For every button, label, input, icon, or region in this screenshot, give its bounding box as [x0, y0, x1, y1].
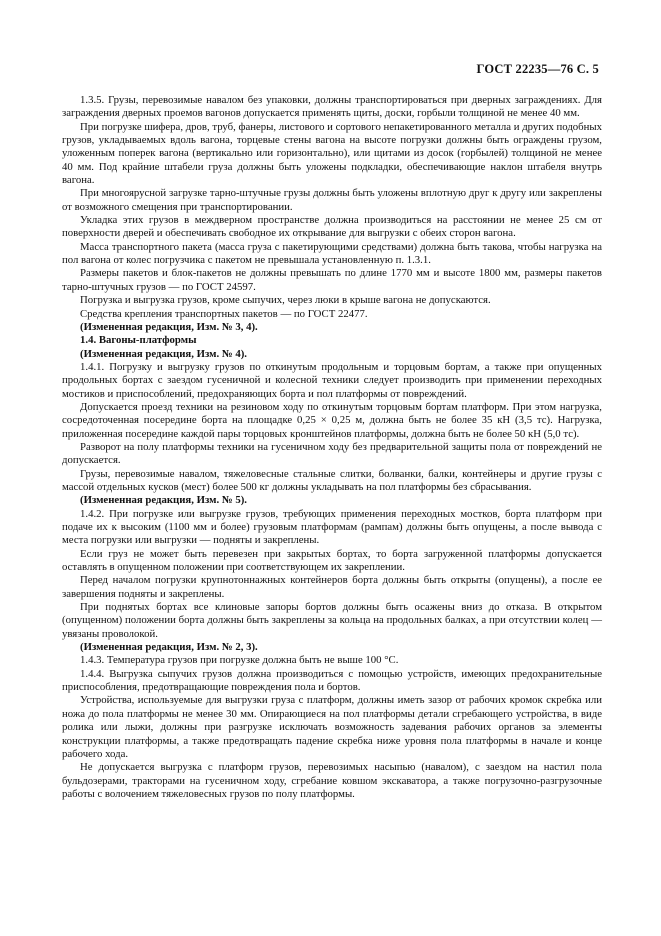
edition-note: (Измененная редакция, Изм. № 5).: [80, 494, 247, 507]
paragraph-roof-hatches: Погрузка и выгрузка грузов, кроме сыпучих, через люки в крыше вагона не допускаются.: [80, 294, 491, 307]
section-heading-platform-wagons: 1.4. Вагоны-платформы: [80, 334, 197, 347]
document-body: [62, 94, 602, 801]
paragraph-container-loading: Перед началом погрузки крупнотоннажных контейнеров борта должны быть открыты (опущены), а после ее завершения подняты и закреплены.: [62, 574, 602, 600]
paragraph-prohibited-unloading: Не допускается выгрузка с платформ грузов, перевозимых насыпью (навалом), с заездом на настил пола бульдозерами, тракторами на гусеничном ходу, сгребание ковшом экскаватора, а также погрузочно-разгрузочные работы с волочением тяжеловесных грузов по полу платформы.: [62, 761, 602, 800]
paragraph-1-4-4: 1.4.4. Выгрузка сыпучих грузов должна производиться с помощью устройств, имеющих предохранительные приспособления, предотвращающие повреждения пола и бортов.: [62, 667, 602, 694]
paragraph-1-4-1: 1.4.1. Погрузку и выгрузку грузов по откинутым продольным и торцовым бортам, а также при опущенных продольных бортах с заездом гусеничной и колесной техники следует производить при применении переходных мостиков и приспособлений, предохраняющих борта и пол платформы от повреждений.: [62, 360, 602, 400]
paragraph-wedge-locks: При поднятых бортах все клиновые запоры бортов должны быть осажены вниз до отказа. В открытом (опущенном) положении борта должны быть закреплены за кольца на продольных балках, а при отсутствии колец — увязаны проволокой.: [62, 601, 602, 640]
paragraph-rubber-tyre-passage: Допускается проезд техники на резиновом ходу по откинутым торцовым бортам платформ. При этом нагрузка, сосредоточенная посередине борта на площадке 0,25 × 0,25 м, должна быть не более 35 кН (3,5 тс). Нагрузка, приложенная посередине каждой пары торцовых кронштейнов платформы, должна быть не более 50 кН (5,0 тс).: [62, 400, 602, 440]
paragraph-open-sides: Если груз не может быть перевезен при закрытых бортах, то борта загруженной платформы допускается оставлять в опущенном положении при соответствующем их закреплении.: [62, 547, 602, 574]
edition-note: (Измененная редакция, Изм. № 4).: [80, 347, 247, 360]
paragraph-fastening-means: Средства крепления транспортных пакетов — по ГОСТ 22477.: [80, 307, 368, 320]
edition-note: (Измененная редакция, Изм. № 3, 4).: [80, 320, 258, 333]
edition-note: (Измененная редакция, Изм. № 2, 3).: [80, 641, 258, 654]
paragraph-tracked-turning: Разворот на полу платформы техники на гусеничном ходу без предварительной защиты пола от повреждений не допускается.: [62, 440, 602, 467]
page-running-title: ГОСТ 22235—76 С. 5: [476, 62, 599, 76]
paragraph-bulk-cargo: Грузы, перевозимые навалом, тяжеловесные стальные слитки, болванки, балки, контейнеры и другие грузы с массой отдельных кусков (мест) более 500 кг должны укладывать на пол платформы без сбрасывания.: [62, 467, 602, 493]
paragraph-1-4-2: 1.4.2. При погрузке или выгрузке грузов, требующих применения переходных мостков, борта платформ при подаче их к высоким (1100 мм и более) грузовым платформам (рампам) должны быть опущены, а после вывода с места погрузки или выгрузки — подняты и закреплены.: [62, 507, 602, 547]
paragraph-1-3-5: 1.3.5. Грузы, перевозимые навалом без упаковки, должны транспортироваться при дверных заграждениях. Для заграждения дверных проемов вагонов допускается применять щиты, доски, горбыли толщиной не менее 40 мм.: [62, 94, 602, 120]
paragraph-multitier-loading: При многоярусной загрузке тарно-штучные грузы должны быть уложены вплотную друг к другу или закреплены от возможного смещения при транспортировании.: [62, 187, 602, 213]
paragraph-slate-loading: При погрузке шифера, дров, труб, фанеры, листового и сортового непакетированного металла и других подобных грузов, укладываемых вдоль вагона, торцевые стены вагона на высоте погрузки должны быть ограждены грузом, уложенным поперек вагона (вертикально или горизонтально), или щитами из досок (горбылей) толщиной не менее 40 мм. Под крайние штабели груза должны быть уложены подкладки, обеспечивающие наклон штабеля внутрь вагона.: [62, 120, 602, 187]
paragraph-unloading-devices: Устройства, используемые для выгрузки груза с платформ, должны иметь зазор от рабочих кромок скребка или ножа до пола платформы не менее 30 мм. Опирающиеся на пол платформы детали сгребающего устройства, в виде ролика или лыжи, должны при разгрузке исключать возможность задевания рабочих органов за элементы конструкции платформы, а также предотвращать падение скребка ниже уровня пола платформы в начале и конце рабочего хода.: [62, 694, 602, 760]
paragraph-1-4-3: 1.4.3. Температура грузов при погрузке должна быть не выше 100 °С.: [80, 654, 399, 667]
paragraph-interdoor-space: Укладка этих грузов в междверном пространстве должна производиться на расстоянии не менее 25 см от поверхности дверей и обеспечивать свободное их открывание для выгрузки с обеих сторон вагона.: [62, 214, 602, 240]
paragraph-package-mass: Масса транспортного пакета (масса груза с пакетирующими средствами) должна быть такова, чтобы нагрузка на пол вагона от колес погрузчика с пакетом не превышала установленную п. 1.3.1.: [62, 240, 602, 267]
paragraph-package-sizes: Размеры пакетов и блок-пакетов не должны превышать по длине 1770 мм и высоте 1800 мм, размеры пакетов тарно-штучных грузов — по ГОСТ 24597.: [62, 267, 602, 293]
